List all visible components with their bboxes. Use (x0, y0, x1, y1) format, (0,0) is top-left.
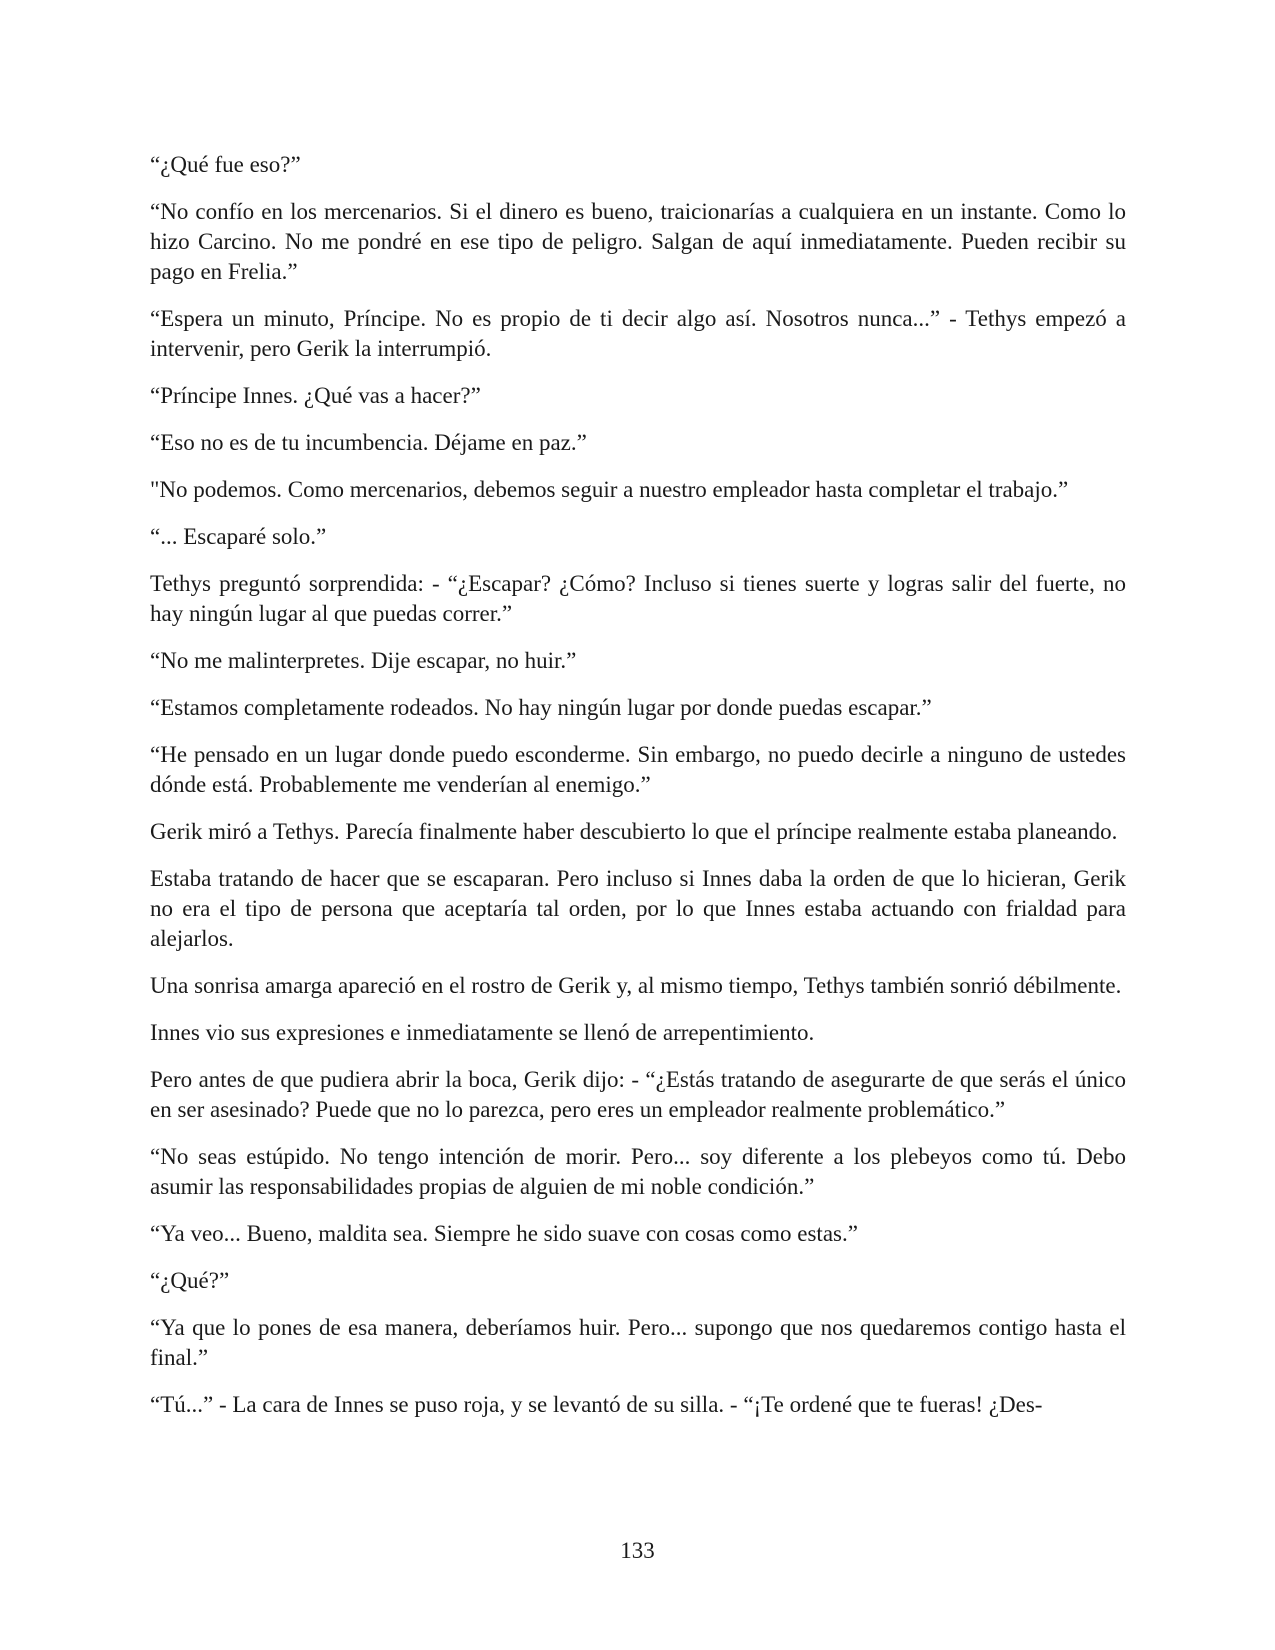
paragraph: Innes vio sus expresiones e inmediatamente se llenó de arrepentimiento. (150, 1020, 815, 1045)
paragraph: “¿Qué fue eso?” (150, 152, 301, 177)
paragraph: “No confío en los mercenarios. Si el dinero es bueno, traicionarías a cualquiera en un instante. Como lo hizo Carcino. No me pondré en ese tipo de peligro. Salgan de aquí inmediatamente. Pueden recibir su pago en Frelia.” (150, 199, 1126, 284)
paragraph: Una sonrisa amarga apareció en el rostro de Gerik y, al mismo tiempo, Tethys también sonrió débilmente. (150, 973, 1122, 998)
paragraph: “Príncipe Innes. ¿Qué vas a hacer?” (150, 383, 481, 408)
paragraph: Gerik miró a Tethys. Parecía finalmente haber descubierto lo que el príncipe realmente estaba planeando. (150, 819, 1118, 844)
paragraph: “He pensado en un lugar donde puedo esconderme. Sin embargo, no puedo decirle a ninguno de ustedes dónde está. Probablemente me venderían al enemigo.” (150, 742, 1126, 797)
paragraph: "No podemos. Como mercenarios, debemos seguir a nuestro empleador hasta completar el trabajo.” (150, 477, 1069, 502)
paragraph: “Ya veo... Bueno, maldita sea. Siempre he sido suave con cosas como estas.” (150, 1221, 858, 1246)
paragraph: “Eso no es de tu incumbencia. Déjame en paz.” (150, 430, 587, 455)
paragraph: “Ya que lo pones de esa manera, deberíamos huir. Pero... supongo que nos quedaremos contigo hasta el final.” (150, 1315, 1126, 1370)
paragraph: Tethys preguntó sorprendida: - “¿Escapar? ¿Cómo? Incluso si tienes suerte y logras salir del fuerte, no hay ningún lugar al que puedas correr.” (150, 571, 1126, 626)
paragraph: “Estamos completamente rodeados. No hay ningún lugar por donde puedas escapar.” (150, 695, 932, 720)
paragraph: “Espera un minuto, Príncipe. No es propio de ti decir algo así. Nosotros nunca...” - Tethys empezó a intervenir, pero Gerik la interrumpió. (150, 306, 1126, 361)
body-text (150, 150, 1126, 1437)
paragraph: “No seas estúpido. No tengo intención de morir. Pero... soy diferente a los plebeyos como tú. Debo asumir las responsabilidades propias de alguien de mi noble condición.” (150, 1144, 1126, 1199)
paragraph: “¿Qué?” (150, 1268, 230, 1293)
paragraph: “... Escaparé solo.” (150, 524, 327, 549)
paragraph: “No me malinterpretes. Dije escapar, no huir.” (150, 648, 577, 673)
paragraph: Estaba tratando de hacer que se escaparan. Pero incluso si Innes daba la orden de que lo hicieran, Gerik no era el tipo de persona que aceptaría tal orden, por lo que Innes estaba actuando con frialdad para alejarlos. (150, 866, 1126, 951)
paragraph: Pero antes de que pudiera abrir la boca, Gerik dijo: - “¿Estás tratando de asegurarte de que serás el único en ser asesinado? Puede que no lo parezca, pero eres un empleador realmente problemático.” (150, 1067, 1126, 1122)
page-number: 133 (620, 1538, 655, 1563)
paragraph: “Tú...” - La cara de Innes se puso roja, y se levantó de su silla. - “¡Te ordené que te fueras! ¿Des- (150, 1392, 1043, 1417)
